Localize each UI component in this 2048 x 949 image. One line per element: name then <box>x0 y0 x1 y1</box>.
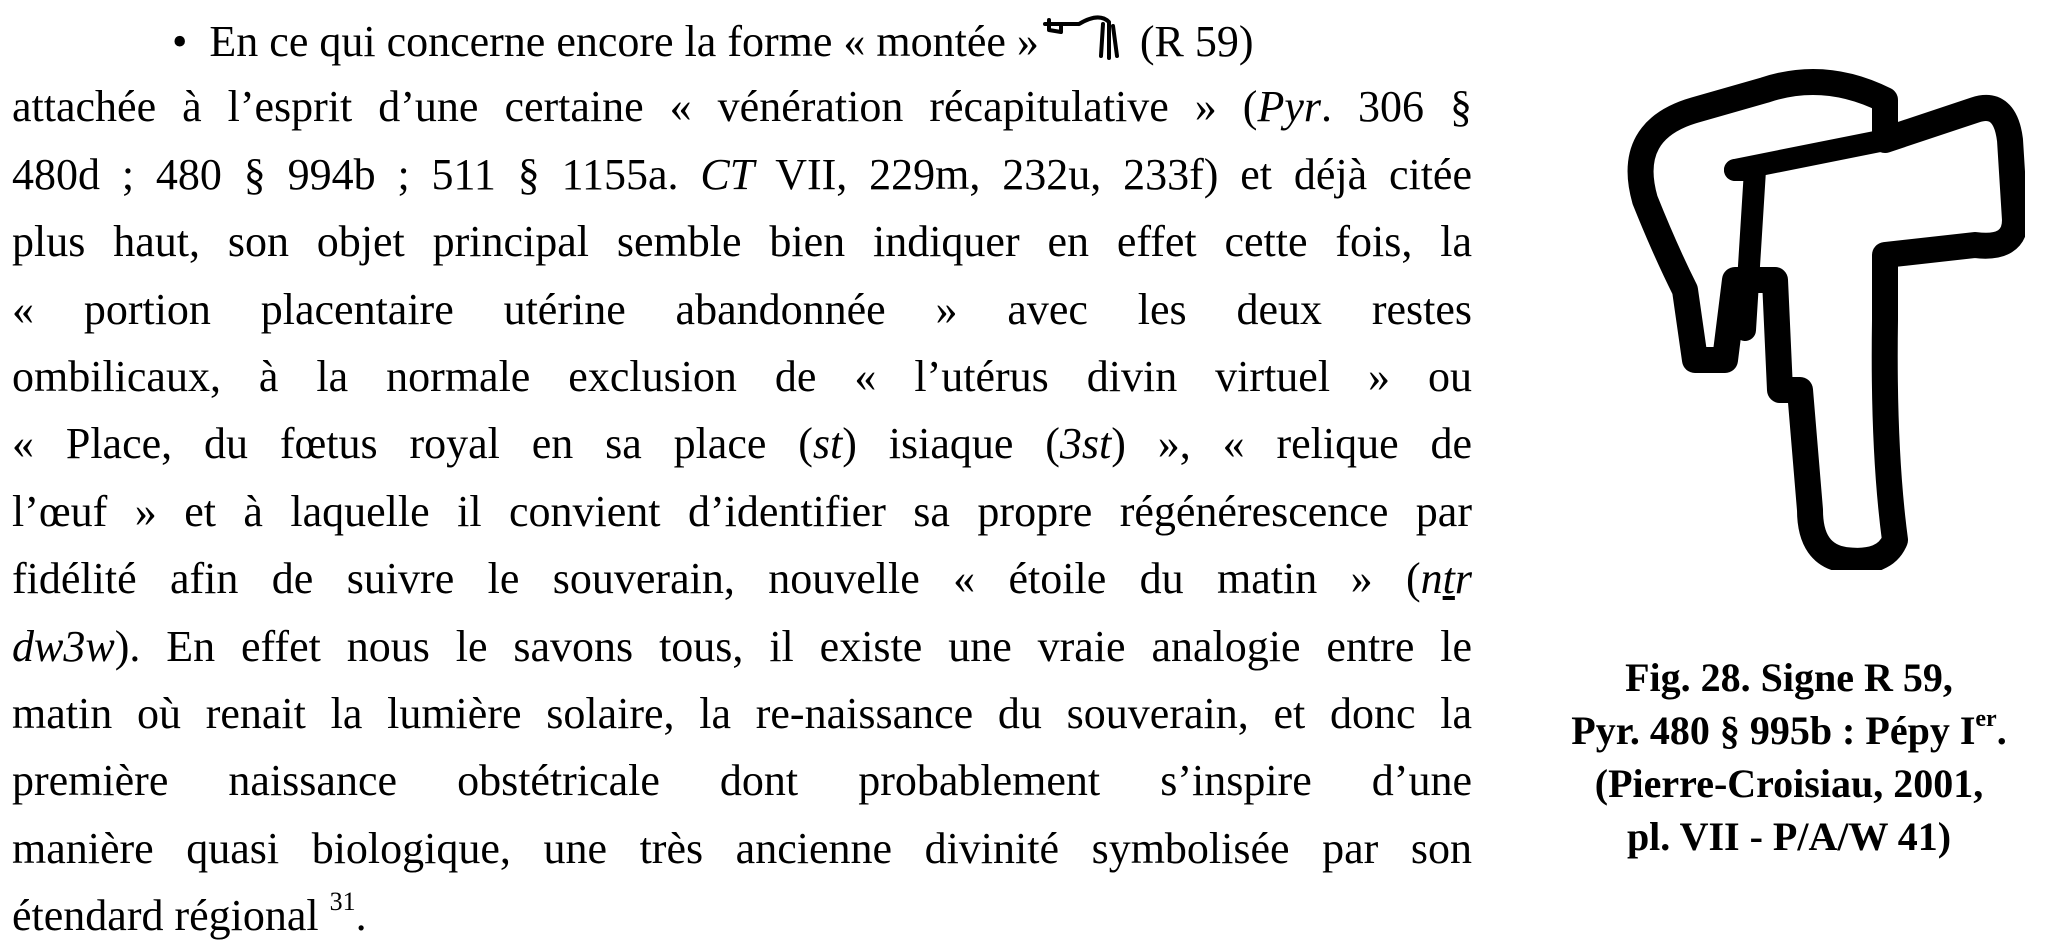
text-segment: (R 59) <box>1128 17 1254 66</box>
superscript: er <box>1975 706 1997 732</box>
footnote-ref[interactable]: 31 <box>329 887 356 917</box>
italic-dw3w: dw3w <box>12 621 115 671</box>
text-line-2 <box>12 73 1472 140</box>
text-segment: En ce qui concerne encore la forme « montée » <box>209 17 1039 66</box>
hieroglyph-r59-figure-icon <box>1585 30 2025 570</box>
text-line-6: ombilicaux, à la normale exclusion de « l’utérus divin virtuel » ou <box>12 351 1472 401</box>
text-line-12: première naissance obstétricale dont probablement s’inspire d’une <box>12 756 1472 806</box>
text-line-9 <box>12 545 1472 612</box>
text-segment: ) isiaque ( <box>842 419 1060 469</box>
text-line-5: « portion placentaire utérine abandonnée » avec les deux restes <box>12 284 1472 334</box>
caption-line-4: pl. VII - P/A/W 41) <box>1626 814 1952 859</box>
text-line-1 <box>12 6 1472 73</box>
text-segment: . <box>1996 708 2007 753</box>
italic-3st: 3st <box>1059 419 1112 469</box>
caption-line-2 <box>1530 704 2048 757</box>
text-line-10 <box>12 613 1472 680</box>
caption-line-1: Fig. 28. Signe R 59, <box>1625 655 1953 700</box>
text-line-3 <box>12 141 1472 208</box>
text-segment: VII, 229m, 232u, 233f) et déjà citée <box>754 149 1472 199</box>
body-paragraph <box>12 6 1472 949</box>
italic-st: st <box>812 419 843 469</box>
text-line-13: manière quasi biologique, une très ancienne divinité symbolisée par son <box>12 823 1472 873</box>
text-segment: fidélité afin de suivre le souverain, nouvelle « étoile du matin » ( <box>12 554 1421 604</box>
text-line-8: l’œuf » et à laquelle il convient d’identifier sa propre régénérescence par <box>12 486 1472 536</box>
text-segment: ). En effet nous le savons tous, il existe une vraie analogie entre le <box>114 621 1472 671</box>
text-segment: attachée à l’esprit d’une certaine « vénération récapitulative » ( <box>12 82 1258 132</box>
text-segment: Pyr. 480 § 995b : Pépy I <box>1571 708 1976 753</box>
text-line-14 <box>12 882 1472 949</box>
text-segment: 480d ; 480 § 994b ; 511 § 1155a. <box>12 149 701 199</box>
figure-caption <box>1530 651 2048 863</box>
text-line-11: matin où renait la lumière solaire, la re-naissance du souverain, et donc la <box>12 688 1472 738</box>
text-segment: . 306 § <box>1321 82 1472 132</box>
text-line-4: plus haut, son objet principal semble bien indiquer en effet cette fois, la <box>12 217 1472 267</box>
text-segment: étendard régional <box>12 891 330 941</box>
italic-ct: CT <box>700 149 755 199</box>
italic-pyr: Pyr <box>1257 82 1321 132</box>
caption-line-3: (Pierre-Croisiau, 2001, <box>1594 761 1984 806</box>
hieroglyph-r59-icon <box>1039 6 1129 62</box>
text-segment: ) », « relique de <box>1111 419 1472 469</box>
text-line-7 <box>12 410 1472 477</box>
italic-ntr: ntr <box>1420 554 1472 604</box>
bullet: • <box>172 17 188 66</box>
text-segment: « Place, du fœtus royal en sa place ( <box>12 419 813 469</box>
text-segment: . <box>355 891 367 941</box>
